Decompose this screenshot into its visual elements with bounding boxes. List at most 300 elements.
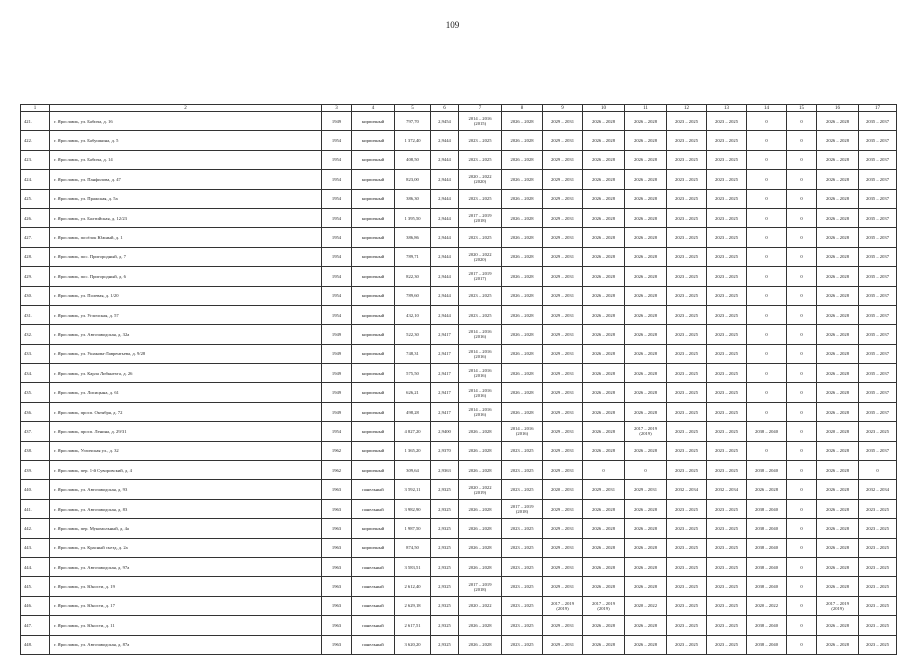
table-cell: 2029 – 2031	[543, 305, 583, 324]
column-number-cell: 14	[747, 105, 787, 112]
table-cell: 2,9444	[431, 247, 459, 266]
table-cell: г. Ярославль, ул. Ушакова-Лаврентьева, д. 9/28	[50, 344, 322, 363]
table-cell: 2023 – 2025	[707, 325, 747, 344]
table-row	[21, 112, 897, 131]
table-cell: 2023 – 2025	[859, 538, 897, 557]
table-cell: г. Ярославль, ул. Угличская, д. 57	[50, 305, 322, 324]
table-cell: 1954	[322, 170, 352, 189]
table-cell: 2,9444	[431, 267, 459, 286]
table-cell: 2026 – 2028	[817, 364, 859, 383]
table-cell: 2023 – 2025	[502, 596, 543, 615]
table-cell: 1963	[322, 596, 352, 615]
table-cell: г. Ярославль, ул. Юности, д. 11	[50, 616, 322, 635]
table-cell: 425.	[21, 189, 50, 208]
table-cell: 2029 – 2031	[543, 364, 583, 383]
table-cell: 2023 – 2025	[667, 189, 707, 208]
table-cell: 2026 – 2028	[583, 189, 625, 208]
table-cell: 2026 – 2028	[817, 228, 859, 247]
table-cell: 2029 – 2031	[543, 267, 583, 286]
table-cell: 2026 – 2028	[817, 635, 859, 654]
table-cell: 2,9417	[431, 402, 459, 421]
table-cell: 2,9417	[431, 364, 459, 383]
table-cell: 2026 – 2028	[583, 538, 625, 557]
table-cell: 2026 – 2028	[583, 383, 625, 402]
table-cell: 2026 – 2028	[583, 150, 625, 169]
table-cell: г. Ярославль, ул. Полевая, д. 1/20	[50, 286, 322, 305]
table-cell: 2035 – 2037	[859, 208, 897, 227]
housing-repair-table-container	[20, 104, 889, 655]
column-number-cell: 12	[667, 105, 707, 112]
table-cell: г. Ярославль, ул. Красный съезд, д. 2а	[50, 538, 322, 557]
table-cell: 309,64	[395, 461, 431, 480]
table-cell: 2023 – 2025	[667, 616, 707, 635]
table-cell: 2026 – 2028	[583, 247, 625, 266]
table-cell: 2026 – 2028	[817, 538, 859, 557]
table-cell: 1962	[322, 461, 352, 480]
table-cell: 2,9325	[431, 596, 459, 615]
table-cell: 2023 – 2025	[667, 150, 707, 169]
table-cell: 2023 – 2025	[707, 247, 747, 266]
table-cell: 2017 – 2019 (2019)	[583, 596, 625, 615]
table-cell: г. Ярославль, пер. Мукомольный, д. 4а	[50, 519, 322, 538]
table-cell: 2029 – 2031	[543, 499, 583, 518]
table-row	[21, 228, 897, 247]
table-cell: кирпичный	[352, 538, 395, 557]
table-cell: 2,9325	[431, 538, 459, 557]
table-cell: 2026 – 2028	[817, 170, 859, 189]
table-cell: 2035 – 2037	[859, 402, 897, 421]
column-number-cell: 5	[395, 105, 431, 112]
table-cell: 2026 – 2028	[583, 364, 625, 383]
table-cell: 2023 – 2025	[707, 616, 747, 635]
table-row	[21, 247, 897, 266]
table-cell: 2035 – 2037	[859, 131, 897, 150]
table-cell: 2026 – 2028	[583, 305, 625, 324]
table-cell: 522,30	[395, 325, 431, 344]
table-cell: 2023 – 2025	[459, 189, 502, 208]
table-cell: 1954	[322, 131, 352, 150]
table-cell: 575,50	[395, 364, 431, 383]
table-cell: 2038 – 2040	[747, 635, 787, 654]
table-cell: панельный	[352, 616, 395, 635]
table-cell: 1 365,20	[395, 441, 431, 460]
table-cell: 2,9444	[431, 228, 459, 247]
table-cell: 1963	[322, 557, 352, 576]
table-cell: 1 395,50	[395, 208, 431, 227]
table-cell: 2026 – 2028	[817, 461, 859, 480]
table-cell: 2023 – 2025	[502, 480, 543, 499]
table-cell: г. Ярославль, ул. Автозаводская, д. 32а	[50, 325, 322, 344]
table-cell: 2023 – 2025	[859, 596, 897, 615]
table-cell: 2035 – 2037	[859, 112, 897, 131]
table-cell: 2035 – 2037	[859, 170, 897, 189]
table-cell: 2,9325	[431, 557, 459, 576]
table-cell: 2023 – 2025	[667, 596, 707, 615]
table-cell: 2026 – 2028	[625, 150, 667, 169]
table-cell: 2 617,51	[395, 616, 431, 635]
table-cell: 2026 – 2028	[625, 402, 667, 421]
table-cell: 2032 – 2034	[859, 480, 897, 499]
table-row	[21, 131, 897, 150]
table-cell: 2026 – 2028	[583, 208, 625, 227]
table-cell: 0	[787, 519, 817, 538]
table-cell: 2029 – 2031	[543, 150, 583, 169]
table-cell: 2038 – 2040	[747, 422, 787, 441]
table-cell: панельный	[352, 577, 395, 596]
table-cell: 2026 – 2028	[583, 499, 625, 518]
table-cell: 2029 – 2031	[543, 616, 583, 635]
table-cell: 2026 – 2028	[502, 170, 543, 189]
table-cell: г. Ярославль, пер. 1-й Суворовский, д. 4	[50, 461, 322, 480]
table-row	[21, 499, 897, 518]
table-cell: 2026 – 2028	[583, 267, 625, 286]
table-cell: 0	[787, 480, 817, 499]
table-cell: 2026 – 2028	[502, 112, 543, 131]
table-cell: г. Ярославль, просп. Ленина, д. 29/31	[50, 422, 322, 441]
table-cell: 432.	[21, 325, 50, 344]
table-cell: 2023 – 2025	[707, 131, 747, 150]
table-cell: 2023 – 2025	[707, 499, 747, 518]
table-cell: 2038 – 2040	[747, 519, 787, 538]
table-cell: 0	[787, 189, 817, 208]
table-cell: 2020 – 2022	[459, 596, 502, 615]
table-cell: г. Ярославль, пос. Пригородный, д. 6	[50, 267, 322, 286]
table-cell: 789,60	[395, 286, 431, 305]
table-cell: 448.	[21, 635, 50, 654]
table-cell: 2029 – 2031	[543, 131, 583, 150]
table-cell: 2023 – 2025	[707, 577, 747, 596]
table-cell: 2023 – 2025	[707, 150, 747, 169]
table-cell: 2038 – 2040	[747, 616, 787, 635]
table-cell: 2029 – 2031	[543, 635, 583, 654]
table-cell: панельный	[352, 480, 395, 499]
table-cell: г. Ярославль, Угличская ул., д. 32	[50, 441, 322, 460]
table-cell: 447.	[21, 616, 50, 635]
table-cell: 2026 – 2028	[502, 402, 543, 421]
table-cell: 2026 – 2028	[625, 208, 667, 227]
table-cell: 2023 – 2025	[667, 344, 707, 363]
table-cell: 0	[787, 305, 817, 324]
table-cell: 1954	[322, 286, 352, 305]
table-cell: 2026 – 2028	[625, 170, 667, 189]
table-cell: 2023 – 2025	[667, 228, 707, 247]
table-cell: кирпичный	[352, 441, 395, 460]
table-cell: 2026 – 2028	[625, 228, 667, 247]
table-cell: 2017 – 2019 (2019)	[817, 596, 859, 615]
table-cell: 2026 – 2028	[583, 402, 625, 421]
table-cell: 2023 – 2025	[859, 557, 897, 576]
table-cell: 0	[747, 383, 787, 402]
table-row	[21, 557, 897, 576]
table-cell: 0	[787, 325, 817, 344]
table-cell: 0	[747, 247, 787, 266]
table-cell: 2023 – 2025	[707, 635, 747, 654]
table-cell: 0	[583, 461, 625, 480]
table-cell: кирпичный	[352, 519, 395, 538]
table-cell: 2026 – 2028	[625, 557, 667, 576]
table-cell: 2026 – 2028	[625, 538, 667, 557]
table-cell: 2,9444	[431, 150, 459, 169]
table-cell: 440.	[21, 480, 50, 499]
table-cell: 2026 – 2028	[817, 499, 859, 518]
table-cell: 0	[787, 208, 817, 227]
table-row	[21, 170, 897, 189]
table-cell: 2023 – 2025	[502, 441, 543, 460]
table-cell: 0	[787, 402, 817, 421]
table-cell: 1954	[322, 422, 352, 441]
column-number-cell: 16	[817, 105, 859, 112]
table-cell: 1954	[322, 247, 352, 266]
table-cell: 2017 – 2019 (2017)	[459, 267, 502, 286]
table-cell: 2020 – 2022 (2019)	[459, 480, 502, 499]
table-cell: 2026 – 2028	[625, 189, 667, 208]
column-number-cell: 10	[583, 105, 625, 112]
table-cell: кирпичный	[352, 208, 395, 227]
table-row	[21, 208, 897, 227]
table-cell: 437.	[21, 422, 50, 441]
table-cell: 2026 – 2028	[583, 422, 625, 441]
table-cell: 2026 – 2028	[817, 286, 859, 305]
table-cell: 2026 – 2028	[459, 499, 502, 518]
table-row	[21, 364, 897, 383]
table-cell: 2029 – 2031	[543, 402, 583, 421]
table-cell: 2014 – 2016 (2016)	[459, 383, 502, 402]
table-cell: 2026 – 2028	[583, 344, 625, 363]
table-cell: 2026 – 2028	[625, 383, 667, 402]
table-cell: 2020 – 2028	[817, 422, 859, 441]
table-cell: 2026 – 2028	[817, 189, 859, 208]
table-cell: кирпичный	[352, 150, 395, 169]
table-cell: 444.	[21, 557, 50, 576]
table-cell: 2023 – 2025	[667, 325, 707, 344]
table-cell: 2029 – 2031	[543, 247, 583, 266]
table-cell: 2026 – 2028	[502, 267, 543, 286]
table-cell: кирпичный	[352, 344, 395, 363]
table-cell: 2038 – 2040	[747, 538, 787, 557]
table-cell: 2023 – 2025	[859, 422, 897, 441]
table-cell: 823,00	[395, 170, 431, 189]
table-cell: 2032 – 2034	[707, 480, 747, 499]
table-row	[21, 519, 897, 538]
table-cell: 443.	[21, 538, 50, 557]
table-cell: 2026 – 2028	[583, 577, 625, 596]
table-cell: 2026 – 2028	[502, 189, 543, 208]
table-cell: 0	[787, 616, 817, 635]
table-cell: 2026 – 2028	[583, 441, 625, 460]
page-number: 109	[445, 20, 460, 30]
table-cell: 446.	[21, 596, 50, 615]
table-cell: 2026 – 2028	[817, 247, 859, 266]
table-cell: 2029 – 2031	[543, 577, 583, 596]
table-cell: 2023 – 2025	[707, 286, 747, 305]
table-cell: 0	[787, 441, 817, 460]
table-cell: 626,21	[395, 383, 431, 402]
table-cell: панельный	[352, 499, 395, 518]
table-cell: 2023 – 2025	[667, 519, 707, 538]
table-cell: 424.	[21, 170, 50, 189]
table-cell: 2029 – 2031	[543, 461, 583, 480]
table-cell: 2023 – 2025	[667, 557, 707, 576]
table-cell: 789,71	[395, 247, 431, 266]
table-cell: 2023 – 2025	[707, 189, 747, 208]
table-cell: 2038 – 2040	[747, 461, 787, 480]
table-cell: 2,9370	[431, 441, 459, 460]
table-cell: г. Ярославль, ул. Автозаводская, д. 97а	[50, 557, 322, 576]
table-cell: 2026 – 2028	[583, 170, 625, 189]
table-cell: 1962	[322, 441, 352, 460]
table-cell: 2023 – 2025	[667, 441, 707, 460]
table-cell: 2029 – 2031	[543, 286, 583, 305]
table-cell: 2026 – 2028	[625, 325, 667, 344]
table-cell: 2017 – 2019 (2018)	[502, 499, 543, 518]
table-cell: кирпичный	[352, 247, 395, 266]
table-cell: 2026 – 2028	[459, 441, 502, 460]
table-cell: 2035 – 2037	[859, 228, 897, 247]
table-row	[21, 480, 897, 499]
table-cell: 3 592,11	[395, 480, 431, 499]
table-cell: 2026 – 2028	[459, 557, 502, 576]
table-row	[21, 383, 897, 402]
table-cell: 2026 – 2028	[625, 635, 667, 654]
table-cell: 2020 – 2022	[625, 596, 667, 615]
table-cell: 2029 – 2031	[543, 441, 583, 460]
table-cell: 2026 – 2028	[583, 228, 625, 247]
table-cell: 2023 – 2025	[459, 286, 502, 305]
table-cell: 2023 – 2025	[667, 208, 707, 227]
column-number-cell: 15	[787, 105, 817, 112]
table-cell: 2020 – 2022 (2020)	[459, 170, 502, 189]
table-cell: 0	[747, 402, 787, 421]
table-cell: 2026 – 2028	[625, 364, 667, 383]
table-cell: 2035 – 2037	[859, 383, 897, 402]
table-cell: 2026 – 2028	[625, 305, 667, 324]
table-cell: 1949	[322, 364, 352, 383]
table-cell: 2038 – 2040	[747, 577, 787, 596]
table-cell: 2017 – 2019 (2018)	[459, 208, 502, 227]
table-cell: 423.	[21, 150, 50, 169]
table-cell: 2023 – 2025	[707, 596, 747, 615]
table-cell: 0	[747, 364, 787, 383]
table-cell: 2023 – 2025	[707, 557, 747, 576]
column-number-cell: 17	[859, 105, 897, 112]
table-cell: 0	[787, 364, 817, 383]
table-cell: 2032 – 2034	[667, 480, 707, 499]
table-cell: 2038 – 2040	[747, 557, 787, 576]
table-cell: 0	[747, 305, 787, 324]
table-cell: 2023 – 2025	[707, 170, 747, 189]
table-cell: 0	[747, 170, 787, 189]
table-cell: 2023 – 2025	[859, 499, 897, 518]
table-cell: 2026 – 2028	[817, 305, 859, 324]
table-row	[21, 616, 897, 635]
table-cell: панельный	[352, 557, 395, 576]
table-cell: 2038 – 2040	[747, 499, 787, 518]
table-cell: 2023 – 2025	[667, 383, 707, 402]
table-cell: 2 629,18	[395, 596, 431, 615]
table-cell: 2023 – 2025	[502, 557, 543, 576]
housing-repair-table	[20, 104, 897, 655]
table-cell: 2023 – 2025	[707, 364, 747, 383]
table-cell: 2029 – 2031	[543, 189, 583, 208]
table-cell: 2,9363	[431, 461, 459, 480]
table-cell: 2026 – 2028	[502, 305, 543, 324]
table-cell: 2026 – 2028	[817, 441, 859, 460]
table-cell: кирпичный	[352, 402, 395, 421]
table-cell: 2029 – 2031	[543, 325, 583, 344]
table-cell: 2,9454	[431, 112, 459, 131]
table-cell: 2026 – 2028	[502, 131, 543, 150]
table-cell: 1954	[322, 189, 352, 208]
table-cell: 2026 – 2028	[817, 325, 859, 344]
table-cell: 0	[787, 596, 817, 615]
column-number-cell: 6	[431, 105, 459, 112]
table-cell: г. Ярославль, ул. Автозаводская, д. 83	[50, 499, 322, 518]
table-cell: 0	[787, 635, 817, 654]
table-cell: 2023 – 2025	[707, 344, 747, 363]
table-cell: г. Ярославль, ул. Автозаводская, д. 93	[50, 480, 322, 499]
table-cell: 436.	[21, 402, 50, 421]
table-cell: 2023 – 2025	[667, 267, 707, 286]
table-row	[21, 461, 897, 480]
table-row	[21, 325, 897, 344]
table-cell: 2035 – 2037	[859, 305, 897, 324]
table-cell: 2029 – 2031	[543, 422, 583, 441]
table-cell: кирпичный	[352, 364, 395, 383]
table-cell: 422.	[21, 131, 50, 150]
table-cell: г. Ярославль, ул. Балтийская, д. 12/23	[50, 208, 322, 227]
table-cell: 2023 – 2025	[707, 402, 747, 421]
table-cell: 0	[787, 286, 817, 305]
table-cell: 2023 – 2025	[667, 422, 707, 441]
column-number-cell: 4	[352, 105, 395, 112]
table-row	[21, 150, 897, 169]
table-cell: 2026 – 2028	[817, 577, 859, 596]
table-cell: 2023 – 2025	[667, 247, 707, 266]
table-cell: 2026 – 2028	[459, 616, 502, 635]
table-cell: г. Ярославль, ул. Бабича, д. 16	[50, 112, 322, 131]
table-cell: 1954	[322, 150, 352, 169]
table-cell: 2026 – 2028	[817, 383, 859, 402]
table-cell: 1949	[322, 402, 352, 421]
table-cell: 2026 – 2028	[817, 557, 859, 576]
table-cell: 386,86	[395, 228, 431, 247]
table-cell: 2014 – 2016 (2016)	[459, 325, 502, 344]
table-row	[21, 538, 897, 557]
table-cell: 3 982,90	[395, 499, 431, 518]
column-number-cell: 7	[459, 105, 502, 112]
table-cell: панельный	[352, 635, 395, 654]
table-cell: 0	[787, 538, 817, 557]
table-cell: 2026 – 2028	[583, 325, 625, 344]
table-cell: 2023 – 2025	[502, 519, 543, 538]
table-cell: 2,9325	[431, 499, 459, 518]
table-cell: 2020 – 2022 (2020)	[459, 247, 502, 266]
table-cell: 2026 – 2028	[502, 247, 543, 266]
table-cell: кирпичный	[352, 131, 395, 150]
table-cell: 2023 – 2025	[667, 461, 707, 480]
table-cell: 0	[787, 461, 817, 480]
table-cell: 2023 – 2025	[707, 383, 747, 402]
table-cell: 2014 – 2016 (2016)	[502, 422, 543, 441]
table-cell: 2035 – 2037	[859, 441, 897, 460]
table-cell: 2 612,40	[395, 577, 431, 596]
table-cell: 2029 – 2031	[543, 383, 583, 402]
table-cell: 2026 – 2028	[502, 364, 543, 383]
table-cell: г. Ярославль, ул. Лисицына, д. 61	[50, 383, 322, 402]
table-cell: 822,30	[395, 267, 431, 286]
table-cell: 2026 – 2028	[625, 267, 667, 286]
column-number-row	[21, 105, 897, 112]
